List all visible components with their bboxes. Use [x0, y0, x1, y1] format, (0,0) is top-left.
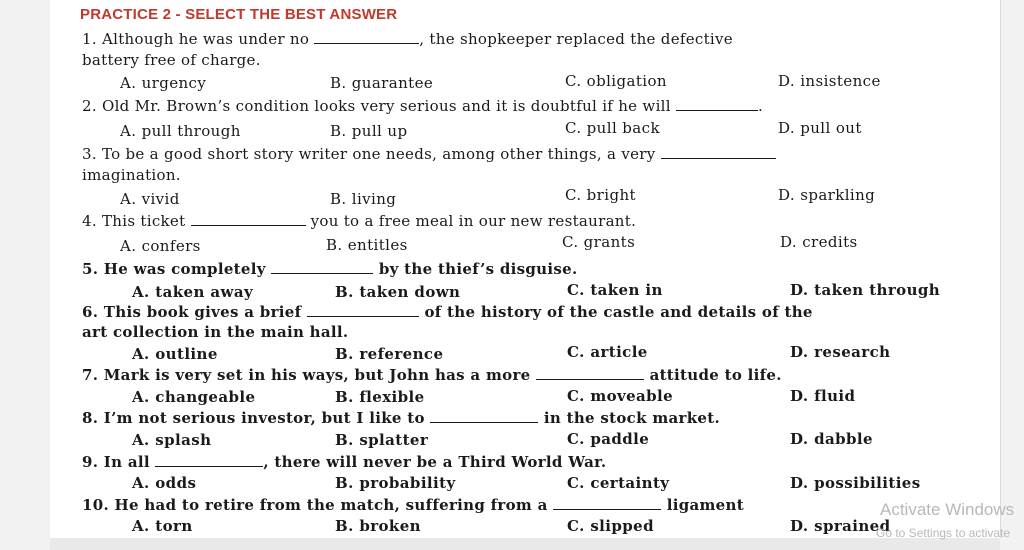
question-text-after: ligament: [666, 496, 744, 514]
option-d[interactable]: D. possibilities: [790, 474, 921, 492]
question-9: [82, 453, 606, 471]
activation-watermark: Activate Windows: [880, 500, 1015, 519]
option-d[interactable]: D. credits: [780, 233, 858, 251]
question-text: 2. Old Mr. Brown’s condition looks very serious and it is doubtful if he will: [82, 97, 671, 115]
option-a[interactable]: A. confers: [120, 237, 201, 255]
question-text: 3. To be a good short story writer one needs, among other things, a very: [82, 145, 656, 163]
option-d[interactable]: D. insistence: [778, 72, 881, 90]
question-text: 5. He was completely: [82, 260, 266, 278]
option-a[interactable]: A. taken away: [132, 283, 254, 301]
option-d[interactable]: D. fluid: [790, 387, 856, 405]
page-title: PRACTICE 2 - SELECT THE BEST ANSWER: [80, 6, 398, 23]
option-b[interactable]: B. reference: [335, 345, 444, 363]
question-4: [82, 212, 636, 230]
answer-blank: [271, 261, 373, 274]
option-b[interactable]: B. splatter: [335, 431, 429, 449]
question-text: 1. Although he was under no: [82, 30, 310, 48]
answer-blank: [155, 454, 263, 467]
option-a[interactable]: A. splash: [132, 431, 212, 449]
question-text-after: of the history of the castle and details of the: [424, 303, 813, 321]
question-6: [82, 303, 813, 321]
option-d[interactable]: D. pull out: [778, 119, 862, 137]
question-text-after: you to a free meal in our new restaurant.: [310, 212, 637, 230]
answer-blank: [430, 410, 538, 423]
option-a[interactable]: A. odds: [132, 474, 197, 492]
option-c[interactable]: C. paddle: [567, 430, 650, 448]
page-bottom-edge: [50, 538, 1000, 550]
option-a[interactable]: A. outline: [132, 345, 218, 363]
option-a[interactable]: A. vivid: [120, 190, 180, 208]
question-text: 9. In all: [82, 453, 150, 471]
answer-blank: [314, 31, 419, 44]
question-3: [82, 145, 776, 163]
option-a[interactable]: A. pull through: [120, 122, 241, 140]
question-text-after: , there will never be a Third World War.: [263, 453, 607, 471]
question-text: 10. He had to retire from the match, suffering from a: [82, 496, 548, 514]
option-c[interactable]: C. bright: [565, 186, 636, 204]
option-b[interactable]: B. broken: [335, 517, 421, 535]
answer-blank: [307, 304, 419, 317]
activation-watermark-sub: Go to Settings to activate: [876, 526, 1011, 540]
question-2: [82, 97, 763, 115]
option-c[interactable]: C. pull back: [565, 119, 660, 137]
question-6-line2: art collection in the main hall.: [82, 323, 349, 341]
option-b[interactable]: B. entitles: [326, 236, 408, 254]
option-d[interactable]: D. dabble: [790, 430, 873, 448]
option-b[interactable]: B. pull up: [330, 122, 408, 140]
option-a[interactable]: A. urgency: [120, 74, 207, 92]
option-d[interactable]: D. taken through: [790, 281, 941, 299]
worksheet-page: [50, 0, 1001, 538]
answer-blank: [536, 367, 644, 380]
option-c[interactable]: C. article: [567, 343, 648, 361]
option-b[interactable]: B. taken down: [335, 283, 461, 301]
answer-blank: [191, 213, 306, 226]
question-text: 6. This book gives a brief: [82, 303, 302, 321]
question-text: 7. Mark is very set in his ways, but John has a more: [82, 366, 531, 384]
question-7: [82, 366, 782, 384]
option-c[interactable]: C. obligation: [565, 72, 667, 90]
question-text-after: , the shopkeeper replaced the defective: [419, 30, 733, 48]
option-d[interactable]: D. sprained: [790, 517, 891, 535]
answer-blank: [553, 497, 661, 510]
option-c[interactable]: C. certainty: [567, 474, 670, 492]
option-c[interactable]: C. moveable: [567, 387, 674, 405]
option-b[interactable]: B. flexible: [335, 388, 425, 406]
question-text-after: in the stock market.: [543, 409, 721, 427]
option-c[interactable]: C. slipped: [567, 517, 654, 535]
question-1-line2: battery free of charge.: [82, 51, 261, 69]
question-text-after: .: [757, 97, 764, 115]
option-b[interactable]: B. probability: [335, 474, 456, 492]
option-d[interactable]: D. sparkling: [778, 186, 876, 204]
option-a[interactable]: A. torn: [132, 517, 193, 535]
question-10: [82, 496, 744, 514]
option-b[interactable]: B. guarantee: [330, 74, 434, 92]
question-text: 8. I’m not serious investor, but I like to: [82, 409, 425, 427]
option-b[interactable]: B. living: [330, 190, 397, 208]
answer-blank: [661, 146, 776, 159]
option-c[interactable]: C. grants: [562, 233, 636, 251]
question-5: [82, 260, 578, 278]
question-text-after: attitude to life.: [649, 366, 782, 384]
question-text: 4. This ticket: [82, 212, 186, 230]
question-text-after: by the thief’s disguise.: [378, 260, 578, 278]
option-c[interactable]: C. taken in: [567, 281, 663, 299]
answer-blank: [676, 98, 758, 111]
question-1: [82, 30, 733, 48]
option-d[interactable]: D. research: [790, 343, 891, 361]
question-8: [82, 409, 720, 427]
question-3-line2: imagination.: [82, 166, 181, 184]
option-a[interactable]: A. changeable: [132, 388, 256, 406]
